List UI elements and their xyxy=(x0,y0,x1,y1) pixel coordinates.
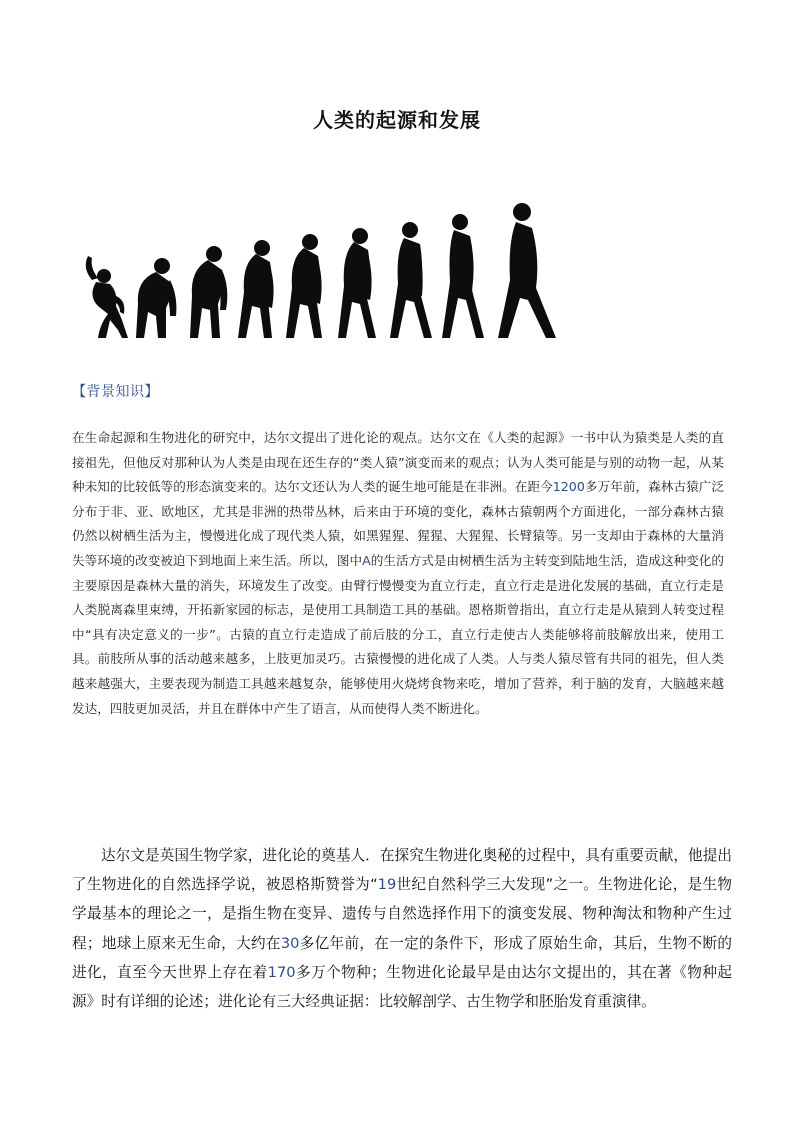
page-title: 人类的起源和发展 xyxy=(313,108,481,132)
number-highlight: 19 xyxy=(377,876,397,894)
silhouette-hominid-3 xyxy=(338,228,376,338)
section-heading: 【背景知识】 xyxy=(72,384,159,400)
paragraph-text: 世纪自然科学三大发现”之一。生物进化论，是生物学最基本的理论之一，是指生物在变异、遗传与自然选择作用下的演变发展、物种淘汰和物种产生过程；地球上原来无生命，大约在 xyxy=(72,876,732,952)
silhouette-ape-2 xyxy=(190,246,227,338)
paragraph-text: 的生活方式是由树栖生活为主转变到陆地生活，造成这种变化的主要原因是森林大量的消失，环境发生了改变。由臂行慢慢变为直立行走，直立行走是进化发展的基础，直立行走是人类脱离森里束缚，开拓新家园的标志，是使用工具制造工具的基础。恩格斯曾指出，直立行走是从猿到人转变过程中“具有决定意义的一步”。古猿的直立行走造成了前后肢的分工，直立行走使古人类能够将前肢解放出来，使用工具。前肢所从事的活动越来越多，上肢更加灵巧。古猿慢慢的进化成了人类。人与类人猿尽管有共同的祖先，但人类越来越强大，主要表现为制造工具越来越复杂，能够使用火烧烤食物来吃，增加了营养，利于脑的发育，大脑越来越发达，四肢更加灵活，并且在群体中产生了语言，从而使得人类不断进化。 xyxy=(72,552,725,716)
silhouette-monkey xyxy=(86,256,128,338)
number-highlight: 30 xyxy=(280,934,300,952)
paragraph-text: 多万年前，森林古猿广泛分布于非、亚、欧地区，尤其是非洲的热带丛林，后来由于环境的变化，森林古猿朝两个方面进化，一部分森林古猿仍然以树栖生活为主，慢慢进化成了现代类人猿，如黑猩猩、猩猩、大猩猩、长臂猿等。另一支却由于森林的大量消失等环境的改变被迫下到地面上来生活。所以，图中 xyxy=(72,479,725,568)
background-paragraph xyxy=(72,426,724,721)
silhouette-hominid-2 xyxy=(286,234,322,338)
silhouette-ape-1 xyxy=(136,258,176,338)
figure-label-highlight: A xyxy=(362,552,371,568)
number-highlight: 1200 xyxy=(552,479,585,495)
paragraph-text: 多万个物种；生物进化论最早是由达尔文提出的，其在著《物种起源》时有详细的论述；进化论有三大经典证据：比较解剖学、古生物学和胚胎发育重演律。 xyxy=(72,963,732,1011)
number-highlight: 170 xyxy=(267,963,296,981)
evolution-silhouettes-image xyxy=(78,196,598,356)
paragraph-text: 在生命起源和生物进化的研究中，达尔文提出了进化论的观点。达尔文在《人类的起源》一书中认为猿类是人类的直接祖先，但他反对那种认为人类是由现在还生存的“类人猿”演变而来的观点；认为人类可能是与别的动物一起，从某种未知的比较低等的形态演变来的。达尔文还认为人类的诞生地可能是在非洲。在距今 xyxy=(72,430,724,495)
paragraph-text: 达尔文是英国生物学家，进化论的奠基人．在探究生物进化奥秘的过程中，具有重要贡献，他提出了生物进化的自然选择学说，被恩格斯赞誉为“ xyxy=(72,847,732,894)
silhouette-early-human-2 xyxy=(442,214,484,338)
silhouette-early-human-1 xyxy=(390,222,432,338)
paragraph-text: 多亿年前，在一定的条件下，形成了原始生命，其后，生物不断的进化，直至今天世界上存在着 xyxy=(72,934,732,981)
silhouette-hominid-1 xyxy=(238,240,274,338)
darwin-paragraph xyxy=(72,841,732,1016)
silhouette-modern-human xyxy=(498,203,556,338)
